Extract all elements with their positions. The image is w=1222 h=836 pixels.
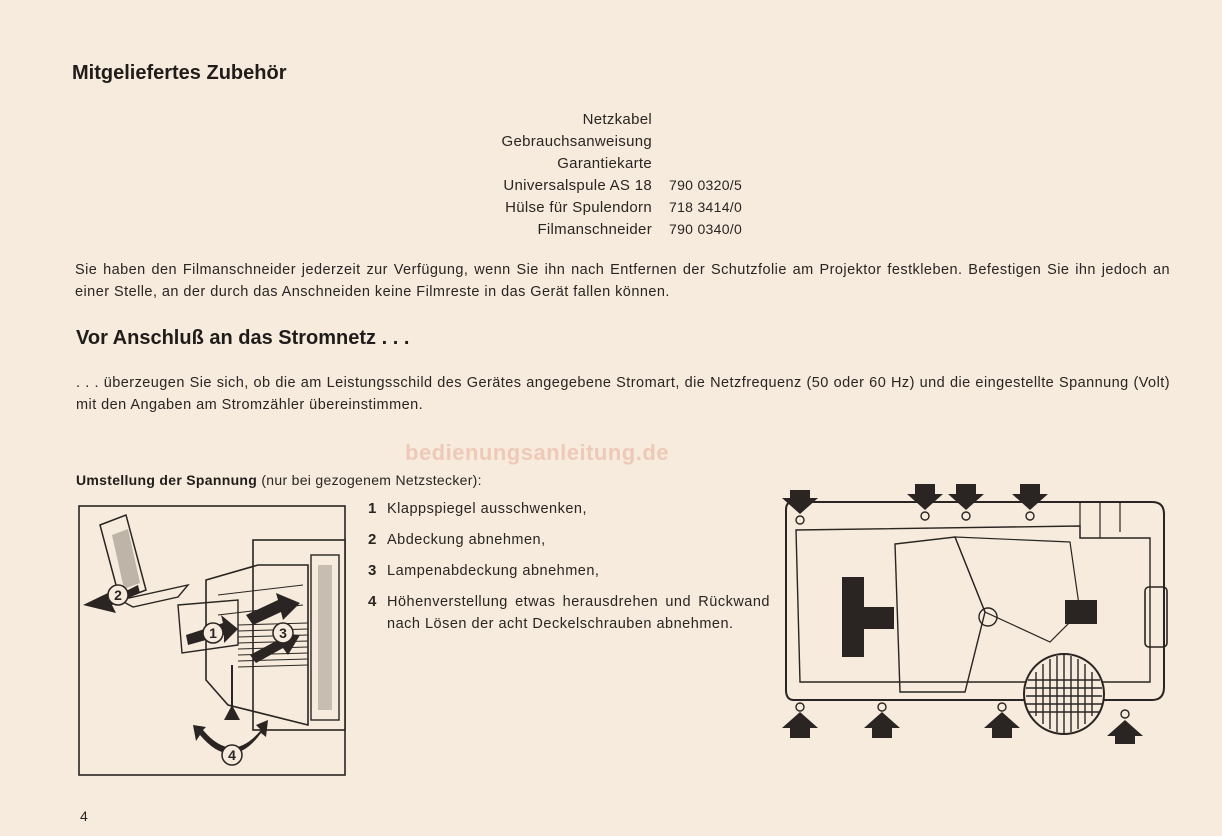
accessory-code: 790 0320/5 (669, 177, 743, 193)
figure-label-1: 1 (209, 625, 217, 641)
step-number: 2 (368, 531, 377, 548)
projector-rear-figure (780, 482, 1170, 744)
step-text: Höhenverstellung etwas herausdrehen und Rückwand nach Lösen der acht Deckelschrauben abnehmen. (387, 594, 770, 632)
voltage-note: (nur bei gezogenem Netzstecker): (261, 472, 482, 488)
watermark: bedienungsanleitung.de (405, 440, 670, 465)
accessory-name: Universalspule AS 18 (503, 177, 652, 194)
figure-label-2: 2 (114, 587, 122, 603)
accessory-name: Hülse für Spulendorn (505, 199, 652, 216)
accessory-code: 718 3414/0 (669, 199, 743, 215)
step-number: 1 (368, 500, 377, 517)
accessory-name: Garantiekarte (557, 155, 652, 172)
step-item (368, 529, 770, 551)
power-paragraph: . . . überzeugen Sie sich, ob die am Leistungsschild des Gerätes angegebene Stromart, die Netzfrequenz (50 oder 60 Hz) und die eingestellte Spannung (Volt) mit den Angaben am Stromzähler übereinstimmen. (76, 375, 1170, 413)
step-text: Lampenabdeckung abnehmen, (387, 563, 600, 579)
page-number: 4 (80, 808, 88, 824)
step-number: 4 (368, 593, 377, 610)
voltage-subheading (76, 472, 482, 488)
figure-label-3: 3 (279, 625, 287, 641)
power-heading: Vor Anschluß an das Stromnetz . . . (76, 327, 410, 349)
step-item (368, 498, 770, 520)
step-text: Abdeckung abnehmen, (387, 532, 546, 548)
film-cutter-paragraph: Sie haben den Filmanschneider jederzeit zur Verfügung, wenn Sie ihn nach Entfernen der Schutzfolie am Projektor festkleben. Befestigen Sie ihn jedoch an einer Stelle, an der durch das Anschneiden keine Filmreste in das Gerät fallen können. (75, 262, 1170, 300)
projector-side-figure (78, 505, 346, 776)
step-text: Klappspiegel ausschwenken, (387, 501, 588, 517)
accessory-name: Filmanschneider (537, 221, 652, 238)
accessory-name: Gebrauchsanweisung (501, 133, 652, 150)
step-item (368, 591, 770, 635)
accessories-heading: Mitgeliefertes Zubehör (72, 62, 287, 84)
step-item (368, 560, 770, 582)
accessory-code: 790 0340/0 (669, 221, 743, 237)
voltage-title: Umstellung der Spannung (76, 472, 258, 488)
step-number: 3 (368, 562, 377, 579)
accessory-name: Netzkabel (582, 111, 652, 128)
figure-label-4: 4 (228, 747, 236, 763)
voltage-steps (368, 498, 770, 644)
